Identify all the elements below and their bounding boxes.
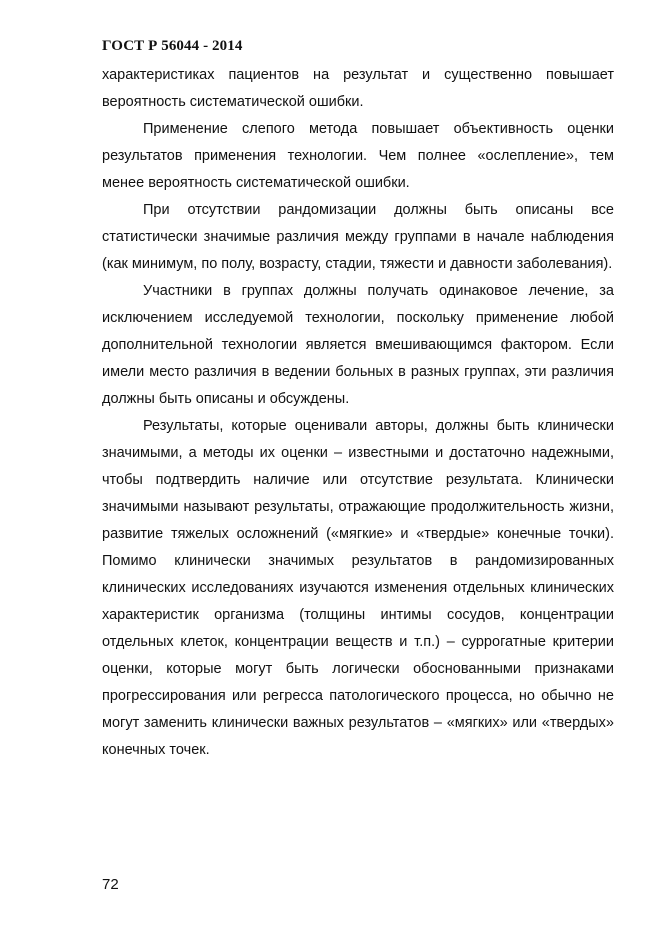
paragraph-outcomes: Результаты, которые оценивали авторы, должны быть клинически значимыми, а методы их оценки – известными и достаточно надежными, чтобы подтвердить наличие или отсутствие результата. Клинически значимыми называют результаты, отражающие продолжительность жизни, развитие тяжелых осложнений («мягкие» и «твердые» конечные точки). Помимо клинически значимых результатов в рандомизированных клинических исследованиях изучаются изменения отдельных клинических характеристик организма (толщины интимы сосудов, концентрации отдельных клеток, концентрации веществ и т.п.) – суррогатные критерии оценки, которые могут быть логически обоснованными признаками прогрессирования или регресса патологического процесса, но обычно не могут заменить клинически важных результатов – «мягких» или «твердых» конечных точек. — [102, 418, 614, 758]
document-body — [102, 62, 614, 764]
paragraph-blinding: Применение слепого метода повышает объективность оценки результатов применения технологии. Чем полнее «ослепление», тем менее вероятность систематической ошибки. — [102, 121, 614, 191]
paragraph-continued: характеристиках пациентов на результат и существенно повышает вероятность систематической ошибки. — [102, 67, 614, 110]
page-number: 72 — [102, 876, 119, 893]
document-header: ГОСТ Р 56044 - 2014 — [102, 38, 243, 54]
paragraph-treatment: Участники в группах должны получать одинаковое лечение, за исключением исследуемой технологии, поскольку применение любой дополнительной технологии является вмешивающимся фактором. Если имели место различия в ведении больных в разных группах, эти различия должны быть описаны и обсуждены. — [102, 283, 614, 407]
paragraph-randomization: При отсутствии рандомизации должны быть описаны все статистически значимые различия между группами в начале наблюдения (как минимум, по полу, возрасту, стадии, тяжести и давности заболевания). — [102, 202, 614, 272]
